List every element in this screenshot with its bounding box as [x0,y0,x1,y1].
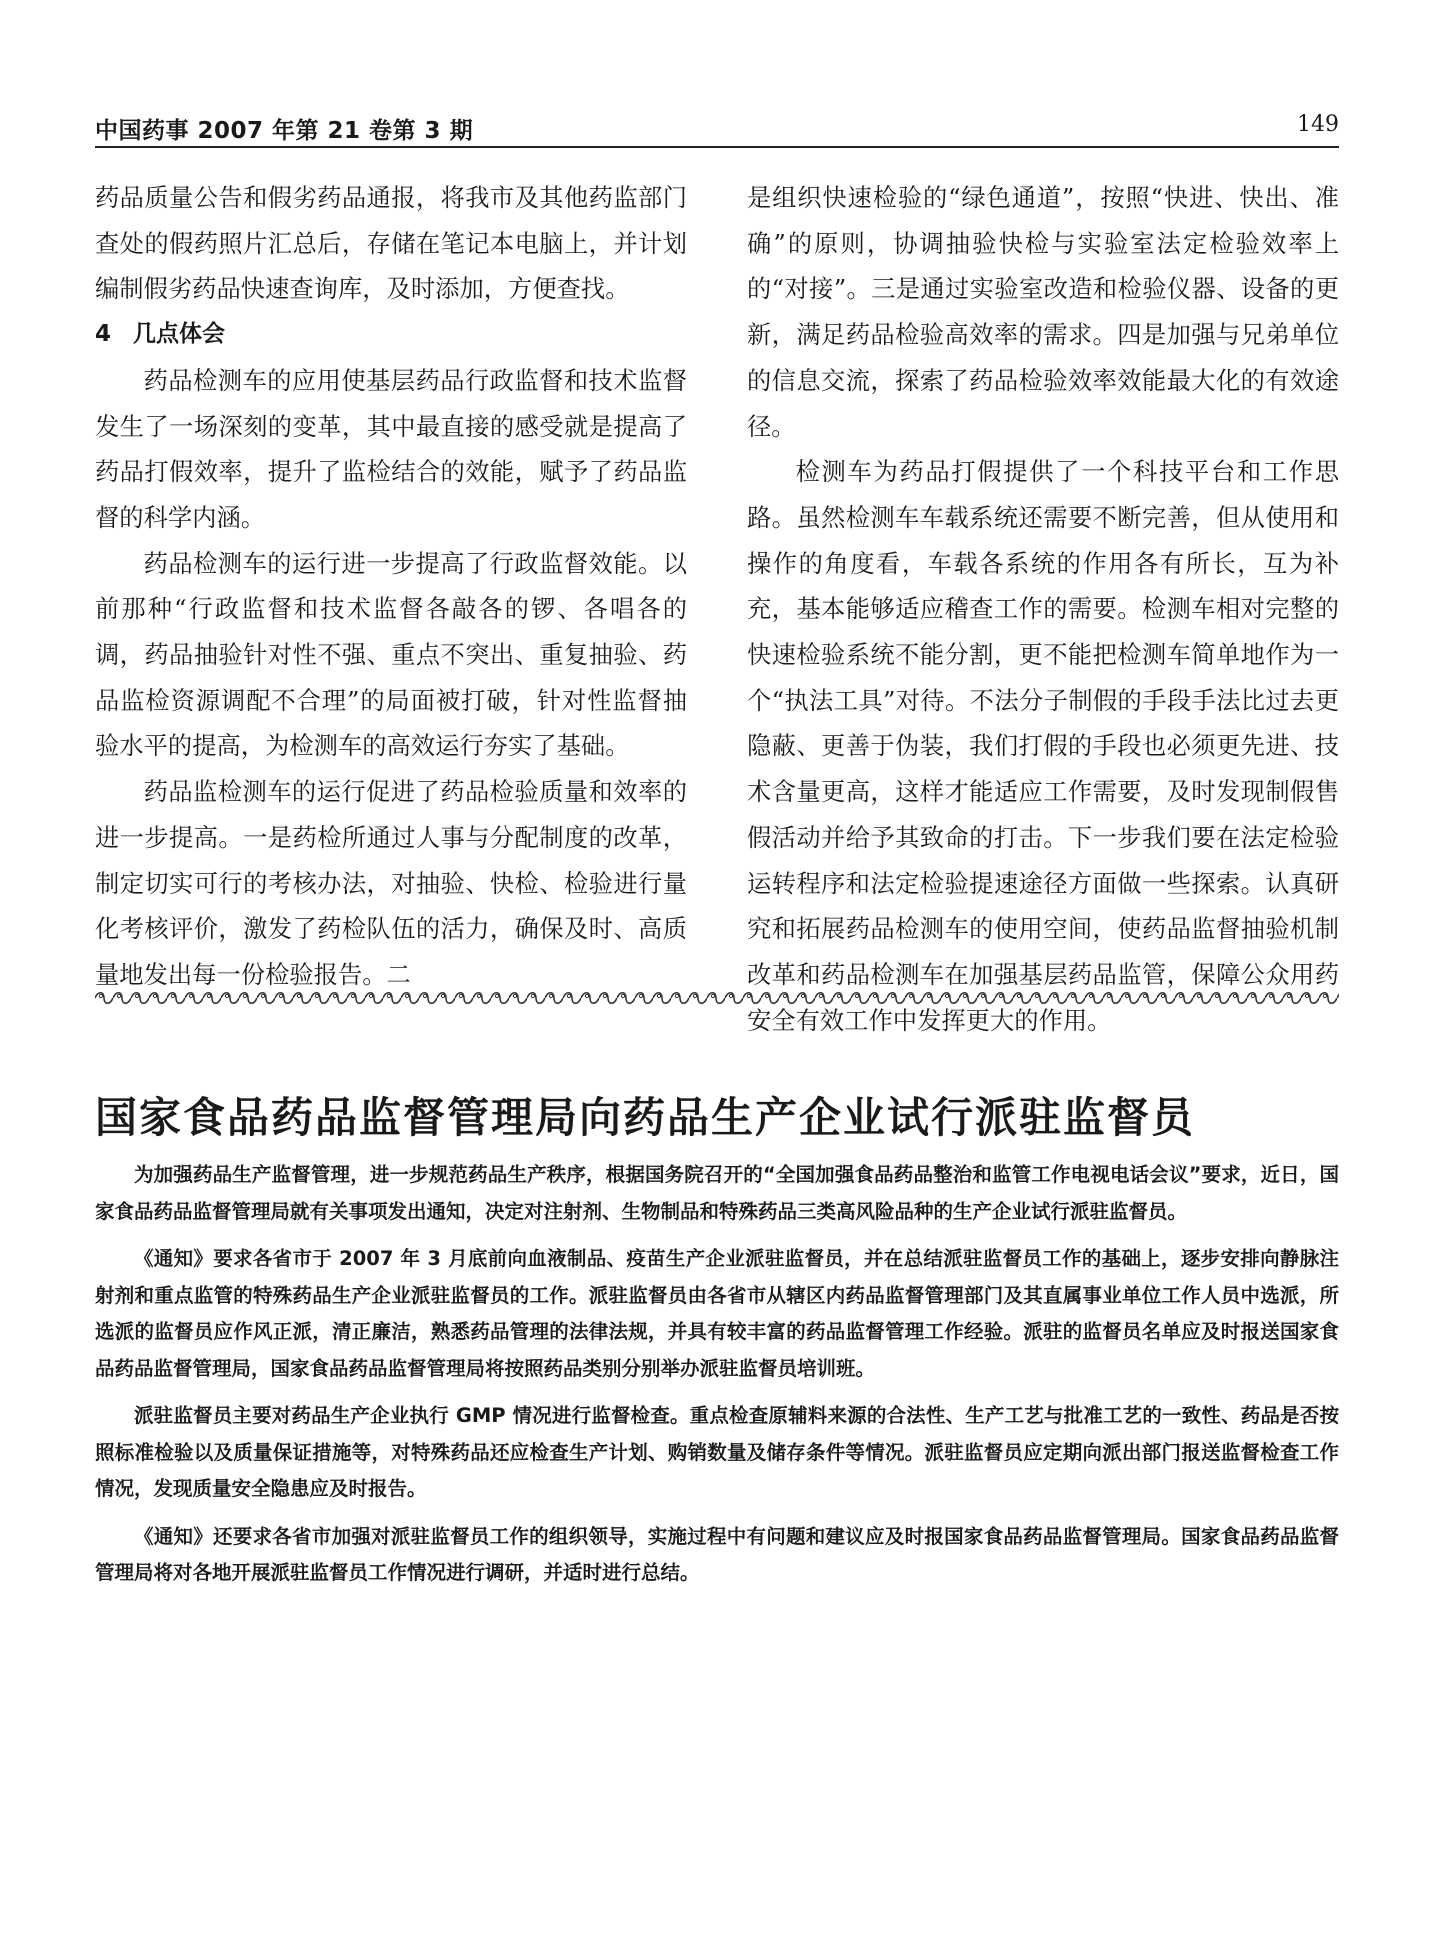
news-title: 国家食品药品监督管理局向药品生产企业试行派驻监督员 [95,1093,1196,1143]
news-paragraph: 《通知》要求各省市于 2007 年 3 月底前向血液制品、疫苗生产企业派驻监督员，并在总结派驻监督员工作的基础上，逐步安排向静脉注射剂和重点监管的特殊药品生产企业派驻监督员的工作。派驻监督员由各省市从辖区内药品监督管理部门及其直属事业单位工作人员中选派，所选派的监督员应作风正派，清正廉洁，熟悉药品管理的法律法规，并具有较丰富的药品监督管理工作经验。派驻的监督员名单应及时报送国家食品药品监督管理局，国家食品药品监督管理局将按照药品类别分别举办派驻监督员培训班。 [95,1247,1339,1380]
news-paragraph: 《通知》还要求各省市加强对派驻监督员工作的组织领导，实施过程中有问题和建议应及时报国家食品药品监督管理局。国家食品药品监督管理局将对各地开展派驻监督员工作情况进行调研，并适时进行总结。 [95,1524,1339,1584]
paragraph: 检测车为药品打假提供了一个科技平台和工作思路。虽然检测车车载系统还需要不断完善，但从使用和操作的角度看，车载各系统的作用各有所长，互为补充，基本能够适应稽查工作的需要。检测车相对完整的快速检验系统不能分割，更不能把检测车简单地作为一个“执法工具”对待。不法分子制假的手段手法比过去更隐蔽、更善于伪装，我们打假的手段也必须更先进、技术含量更高，这样才能适应工作需要，及时发现制假售假活动并给予其致命的打击。下一步我们要在法定检验运转程序和法定检验提速途径方面做一些探索。认真研究和拓展药品检测车的使用空间，使药品监督抽验机制改革和药品检测车在加强基层药品监管，保障公众用药安全有效工作中发挥更大的作用。 [747,457,1339,1035]
section-heading [95,312,687,358]
news-paragraph: 为加强药品生产监督管理，进一步规范药品生产秩序，根据国务院召开的“全国加强食品药品整治和监管工作电视电话会议”要求，近日，国家食品药品监督管理局就有关事项发出通知，决定对注射剂、生物制品和特殊药品三类高风险品种的生产企业试行派驻监督员。 [95,1163,1339,1223]
section-title: 几点体会 [133,321,226,348]
news-body [95,1157,1339,1603]
running-head [95,112,1339,148]
paragraph: 是组织快速检验的“绿色通道”，按照“快进、快出、准确”的原则，协调抽验快检与实验室法定检验效率上的“对接”。三是通过实验室改造和检验仪器、设备的更新，满足药品检验高效率的需求。四是加强与兄弟单位的信息交流，探索了药品检验效率效能最大化的有效途径。 [747,183,1339,441]
page-number: 149 [1297,112,1339,137]
paragraph: 药品检测车的运行进一步提高了行政监督效能。以前那种“行政监督和技术监督各敲各的锣、各唱各的调，药品抽验针对性不强、重点不突出、重复抽验、药品监检资源调配不合理”的局面被打破，针对性监督抽验水平的提高，为检测车的高效运行夯实了基础。 [95,548,687,761]
section-number: 4 [95,321,112,348]
news-paragraph: 派驻监督员主要对药品生产企业执行 GMP 情况进行监督检查。重点检查原辅料来源的合法性、生产工艺与批准工艺的一致性、药品是否按照标准检验以及质量保证措施等，对特殊药品还应检查生产计划、购销数量及储存条件等情况。派驻监督员应定期向派出部门报送监督检查工作情况，发现质量安全隐患应及时报告。 [95,1404,1339,1500]
paragraph: 药品检测车的应用使基层药品行政监督和技术监督发生了一场深刻的变革，其中最直接的感受就是提高了药品打假效率，提升了监检结合的效能，赋予了药品监督的科学内涵。 [95,365,687,532]
article-body [95,175,1339,1035]
paragraph: 药品质量公告和假劣药品通报，将我市及其他药监部门查处的假药照片汇总后，存储在笔记本电脑上，并计划编制假劣药品快速查询库，及时添加，方便查找。 [95,183,687,304]
paragraph: 药品监检测车的运行促进了药品检验质量和效率的进一步提高。一是药检所通过人事与分配制度的改革，制定切实可行的考核办法，对抽验、快检、检验进行量化考核评价，激发了药检队伍的活力，确保及时、高质量地发出每一份检验报告。二 [95,777,687,989]
right-column [747,175,1339,1043]
left-column [95,175,687,998]
decorative-divider [95,990,1339,1006]
journal-issue-line: 中国药事 2007 年第 21 卷第 3 期 [95,118,474,144]
